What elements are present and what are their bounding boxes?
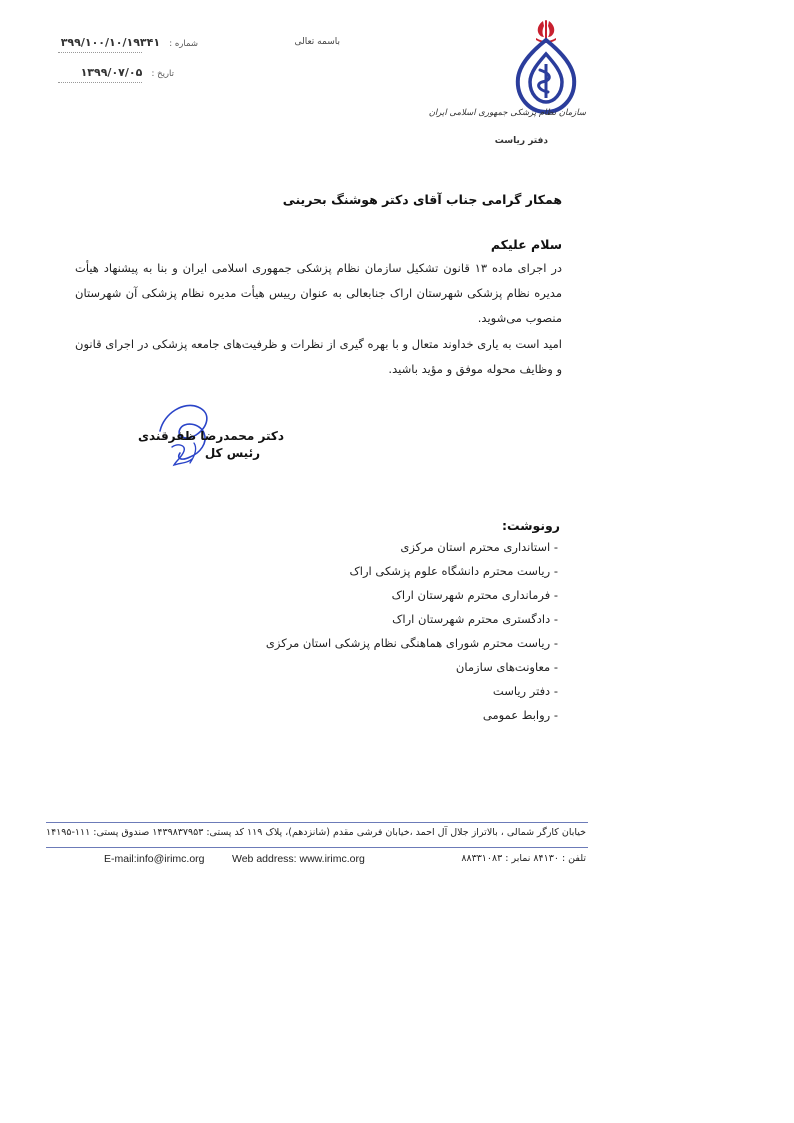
irimc-emblem-icon xyxy=(506,18,586,118)
footer-web-address: Web address: www.irimc.org xyxy=(232,853,365,865)
date-dotted-line xyxy=(58,82,142,83)
letter-date-value: ۱۳۹۹/۰۷/۰۵ xyxy=(80,66,143,79)
cc-item: - ریاست محترم شورای هماهنگی نظام پزشکی استان مرکزی xyxy=(265,636,558,650)
footer-address: خیابان کارگر شمالی ، بالاتراز جلال آل احمد ،خیابان فرشی مقدم (شانزدهم)، پلاک ۱۱۹ کد پستی: ۱۴۳۹۸۳۷۹۵۳ صندوق پستی: ۱۱۱-۱۴۱۹۵ xyxy=(45,827,586,838)
signatory-title: رئیس کل xyxy=(204,446,260,460)
organization-name: سازمان نظام پزشکی جمهوری اسلامی ایران xyxy=(428,108,586,118)
cc-item: - دادگستری محترم شهرستان اراک xyxy=(392,612,558,626)
invocation-text: باسمه تعالی xyxy=(294,37,340,47)
letter-date-label: تاریخ : xyxy=(151,69,174,79)
signatory-name: دکتر محمدرضا ظفرقندی xyxy=(137,429,284,443)
number-dotted-line xyxy=(58,52,142,53)
letter-number xyxy=(61,36,198,49)
organization-logo xyxy=(506,18,586,118)
cc-item: - دفتر ریاست xyxy=(492,684,558,698)
footer-email: E-mail:info@irimc.org xyxy=(104,853,205,865)
cc-item: - روابط عمومی xyxy=(482,708,558,722)
body-paragraph-2: امید است به یاری خداوند متعال و با بهره گیری از نظرات و ظرفیت‌های جامعه پزشکی در اجرای قانون و وظایف محوله موفق و مؤید باشید. xyxy=(75,337,562,376)
greeting-line: سلام علیکم xyxy=(490,237,562,252)
footer-middle-rule xyxy=(46,847,588,848)
office-name: دفتر ریاست xyxy=(494,136,548,146)
footer-phone: تلفن : ۸۴۱۳۰ نمابر : ۸۸۳۳۱۰۸۳ xyxy=(461,853,586,864)
letter-number-label: شماره : xyxy=(169,39,198,49)
cc-item: - فرمانداری محترم شهرستان اراک xyxy=(391,588,558,602)
cc-item: - استانداری محترم استان مرکزی xyxy=(400,540,558,554)
cc-item: - ریاست محترم دانشگاه علوم پزشکی اراک xyxy=(349,564,558,578)
cc-title: رونوشت: xyxy=(501,518,560,533)
addressee-line: همکار گرامی جناب آقای دکتر هوشنگ بحرینی xyxy=(282,192,562,207)
footer-top-rule xyxy=(46,822,588,823)
cc-list xyxy=(158,535,558,727)
letter-number-value: ۳۹۹/۱۰۰/۱۰/۱۹۳۴۱ xyxy=(60,36,161,49)
letter-date xyxy=(81,66,174,79)
cc-item: - معاونت‌های سازمان xyxy=(455,660,558,674)
body-paragraph-1: در اجرای ماده ۱۳ قانون تشکیل سازمان نظام پزشکی جمهوری اسلامی ایران و بنا به پیشنهاد هیأت مدیره نظام پزشکی شهرستان اراک جنابعالی به عنوان رییس هیأت مدیره نظام پزشکی آن شهرستان منصوب می‌شوید. xyxy=(75,261,563,325)
